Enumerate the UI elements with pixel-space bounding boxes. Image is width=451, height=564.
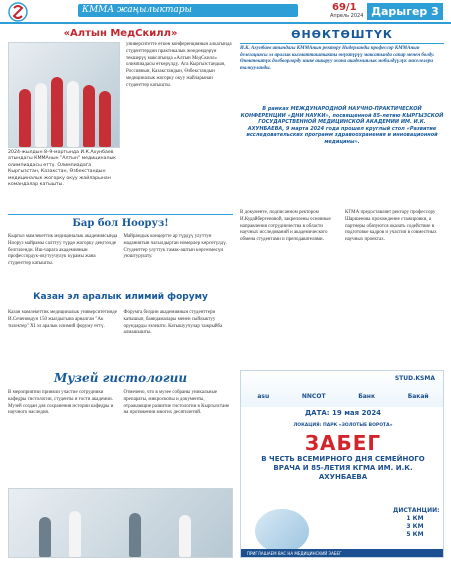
article-nooruz — [8, 234, 233, 290]
article-nooruz-col1: Кыргыз мамлекеттик медициналык академиясында Нооруз майрамы салттуу түрдө жогорку деңгээлде белгиленди. Иш-чарага академиянын профессордук-окутуучулук курамы жана студенттер катышты. — [8, 234, 118, 267]
article-kazan-col2: Форумга биздин академиянын студенттери катышып, баяндамалары менен сыйлыктуу орундарды ээлешти. Катышуучулар тажрыйба алмашышты. — [123, 310, 223, 336]
person-figure — [129, 513, 141, 557]
article-kazan-col1: Казан мамлекеттик медициналык университетинде И.Сеченовдун 150 жылдыгына арналган "Ак тилектер" XI эл аралык илимий форуму өттү. — [8, 310, 117, 329]
issue-number: 69/1 — [332, 2, 357, 13]
partnership-col1: В документе, подписанном ректором И.Кудайбергеновой, закреплены основные направления сотрудничества в области научных исследований и академического обмена студентами и преподавателями. — [240, 210, 331, 243]
person-figure — [179, 515, 191, 557]
person-figure — [19, 89, 31, 147]
article-museum-col1: В мероприятии приняли участие сотрудники кафедры гистологии, студенты и гости академии. Музей создан для сохранения истории кафедры и научного наследия. — [8, 390, 114, 416]
sponsor-logo: NNCOT — [301, 392, 326, 400]
article-kazan — [8, 310, 233, 366]
photo-caption: 2024-жылдын 8–9-мартында И.К.Ахунбаев атындагы КММАнын "Алтын" медициналык олимпиадасы өттү. Олимпиадага Кыргызстан, Казакстан, Өзбекстандын медициналык жогорку окуу жайларынан командалар катышты. — [8, 150, 116, 188]
headline-kazan-forum: Казан эл аралык илимий форуму — [33, 292, 208, 302]
partnership-intro: И.К. Ахунбаев атындагы КММАнын ректору Нидерланды профессор КММАнын делегациясы эл аралык кызматташтыкты өнүктүрүү максатында сапар менен болду. Өнөктөштүк долбоорлорду ишке ашыруу жана академиялык мобилдүүлүк маселелери талкууланды. — [240, 46, 435, 72]
article-altyn-text: университетте өткөн конференциянын алкагында студенттердин практикалык жөндөмдөрүн текшерүү максатында «Алтын МедСкилл» олимпиадасы өткөрүлдү. Ага Кыргызстандын, Россиянын, Казакстандын, Өзбекстандын медициналык жогорку окуу жайларынан студенттер катышты. — [126, 42, 232, 88]
headline-altyn-medskill: «Алтын МедСкилл» — [63, 28, 178, 39]
paper-name: Дарыгер — [371, 5, 428, 18]
left-column — [8, 28, 233, 558]
poster-stud-label: STUD.KSMA — [394, 375, 435, 382]
section-title: КММА жаңылыктары — [82, 5, 192, 15]
person-figure — [39, 517, 51, 557]
person-figure — [83, 85, 95, 147]
person-figure — [69, 511, 81, 557]
poster-date: ДАТА: 19 мая 2024 — [304, 409, 382, 417]
museum-photo — [8, 488, 233, 558]
issue-date: Апрель 2024 — [330, 13, 364, 19]
partnership-col2: КГМА предоставляет ректору профессору Шаршенова прохождение стажировки, а партнеры обязуются оказать содействие в подготовке кадров и участии в совместных научных проектах. — [345, 210, 437, 243]
sponsor-logo: asu — [257, 392, 270, 400]
paper-name-badge — [367, 3, 443, 20]
headline-histology-museum: Музей гистологии — [53, 371, 188, 385]
person-figure — [67, 81, 79, 147]
academy-logo-icon — [8, 2, 28, 22]
poster-location: ЛОКАЦИЯ: ПАРК «ЗОЛОТЫЕ ВОРОТА» — [293, 423, 393, 428]
person-figure — [51, 77, 63, 147]
person-figure — [35, 83, 47, 147]
runner-illustration — [255, 509, 309, 553]
sponsor-logo: Бакай — [407, 392, 429, 400]
poster-distances — [393, 507, 440, 551]
poster-footer: ПРИГЛАШАЕМ ВАС НА МЕДИЦИНСКИЙ ЗАБЕГ — [241, 549, 444, 558]
sponsor-logos — [241, 387, 444, 405]
article-museum-col2: Отмечено, что в музее собраны уникальные препараты, микроскопы и документы, отражающие развитие гистологии в Кыргызстане на протяжении многих десятилетий. — [123, 390, 230, 416]
person-figure — [99, 91, 111, 147]
distance-item: 1 КМ — [406, 515, 424, 522]
page-number: 3 — [431, 5, 439, 18]
distance-item: 5 КМ — [406, 531, 424, 538]
article-museum — [8, 390, 233, 486]
headline-nooruz: Бар бол Нооруз! — [8, 214, 233, 230]
poster-title: ЗАБЕГ — [304, 431, 382, 455]
partnership-article — [240, 210, 444, 366]
distance-item: 3 КМ — [406, 523, 424, 530]
marathon-poster — [240, 370, 444, 558]
sponsor-logo: Банк — [358, 392, 376, 400]
page-header — [0, 0, 451, 24]
headline-partnership: ӨНӨКТӨШТҮК — [291, 28, 393, 41]
poster-subtitle: В ЧЕСТЬ ВСЕМИРНОГО ДНЯ СЕМЕЙНОГО ВРАЧА И 85-ЛЕТИЯ КГМА ИМ. И.К. АХУНБАЕВА — [261, 455, 425, 481]
divider — [240, 43, 444, 44]
article-nooruz-col2: Майрамдык концертте ар түрдүү улуттун маданиятын чагылдырган номерлер көрсөтүлдү. Студенттер улуттук тамак-аштын көргөзмөсүн уюштурушту. — [123, 234, 227, 260]
distances-label: ДИСТАНЦИИ: — [393, 507, 440, 514]
olympiad-photo — [8, 42, 120, 148]
conference-announcement: В рамках МЕЖДУНАРОДНОЙ НАУЧНО-ПРАКТИЧЕСКОЙ КОНФЕРЕНЦИИ «ДНИ НАУКИ», посвященной 85-летию КЫРГЫЗСКОЙ ГОСУДАРСТВЕННОЙ МЕДИЦИНСКОЙ АКАДЕМИИ ИМ. И.К. АХУНБАЕВА, 9 марта 2024 года прошел круглый стол «Развитие исследовательских программ здравоохранения и инновационной медицины». — [240, 106, 444, 145]
right-column — [240, 28, 444, 558]
